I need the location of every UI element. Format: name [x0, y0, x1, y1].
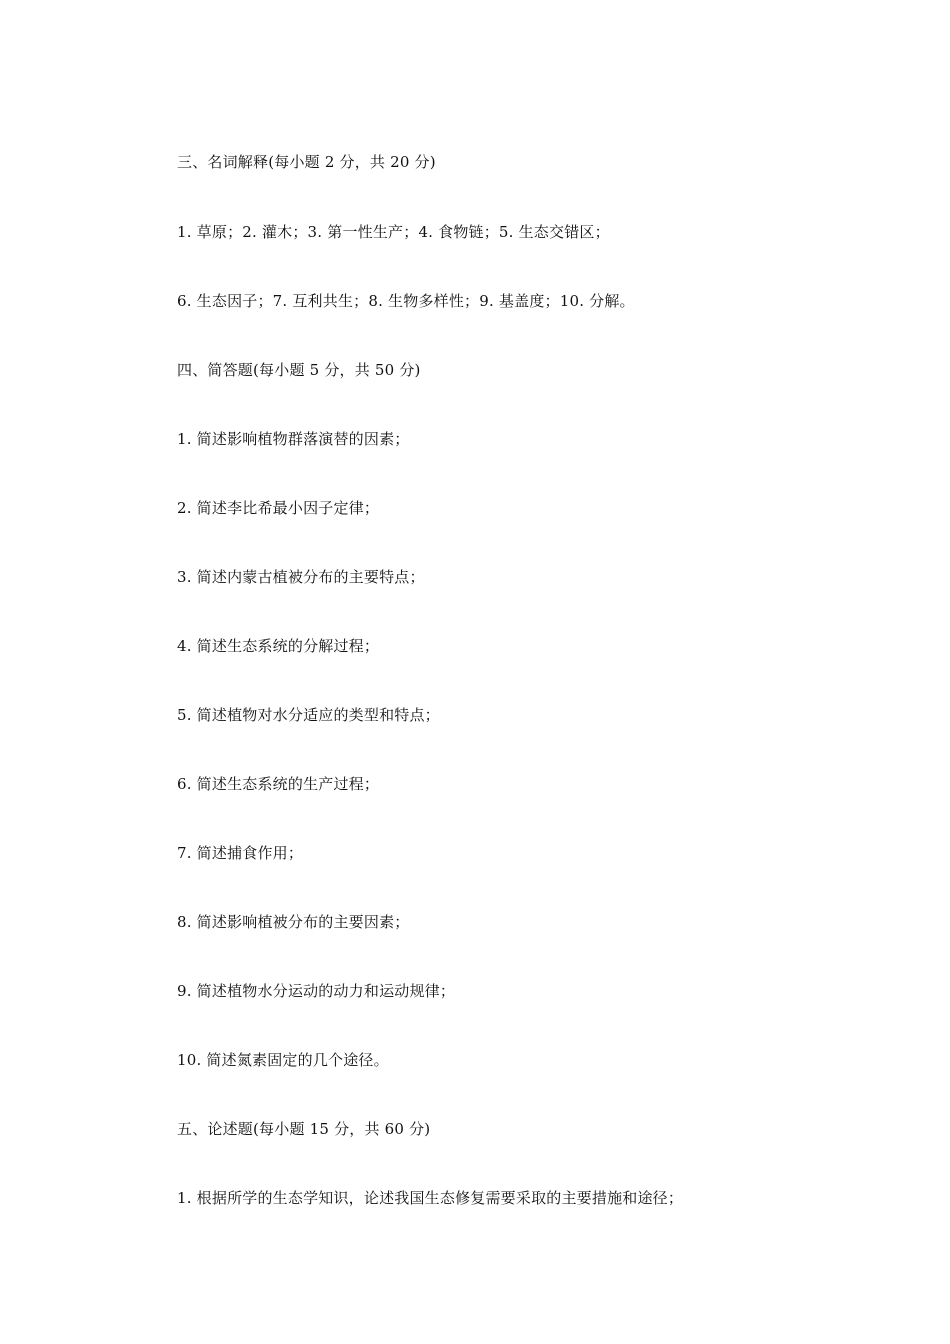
- section-4-item-8: 8. 简述影响植被分布的主要因素；: [177, 913, 410, 931]
- section-3-heading: 三、名词解释(每小题 2 分，共 20 分): [177, 153, 436, 171]
- section-5-item-1: 1. 根据所学的生态学知识，论述我国生态修复需要采取的主要措施和途径；: [177, 1189, 684, 1207]
- section-4-item-6: 6. 简述生态系统的生产过程；: [177, 775, 380, 793]
- section-4-item-4: 4. 简述生态系统的分解过程；: [177, 637, 380, 655]
- section-4-item-7: 7. 简述捕食作用；: [177, 844, 304, 862]
- section-3-terms-line-2: 6. 生态因子；7. 互利共生；8. 生物多样性；9. 基盖度；10. 分解。: [177, 292, 635, 310]
- section-4-heading: 四、简答题(每小题 5 分，共 50 分): [177, 361, 421, 379]
- section-4-item-2: 2. 简述李比希最小因子定律；: [177, 499, 380, 517]
- section-4-item-3: 3. 简述内蒙古植被分布的主要特点；: [177, 568, 425, 586]
- section-3-terms-line-1: 1. 草原；2. 灌木；3. 第一性生产；4. 食物链；5. 生态交错区；: [177, 223, 610, 241]
- section-4-item-9: 9. 简述植物水分运动的动力和运动规律；: [177, 982, 456, 1000]
- section-4-item-5: 5. 简述植物对水分适应的类型和特点；: [177, 706, 440, 724]
- section-4-item-1: 1. 简述影响植物群落演替的因素；: [177, 430, 410, 448]
- section-4-item-10: 10. 简述氮素固定的几个途径。: [177, 1051, 389, 1069]
- section-5-heading: 五、论述题(每小题 15 分，共 60 分): [177, 1120, 431, 1138]
